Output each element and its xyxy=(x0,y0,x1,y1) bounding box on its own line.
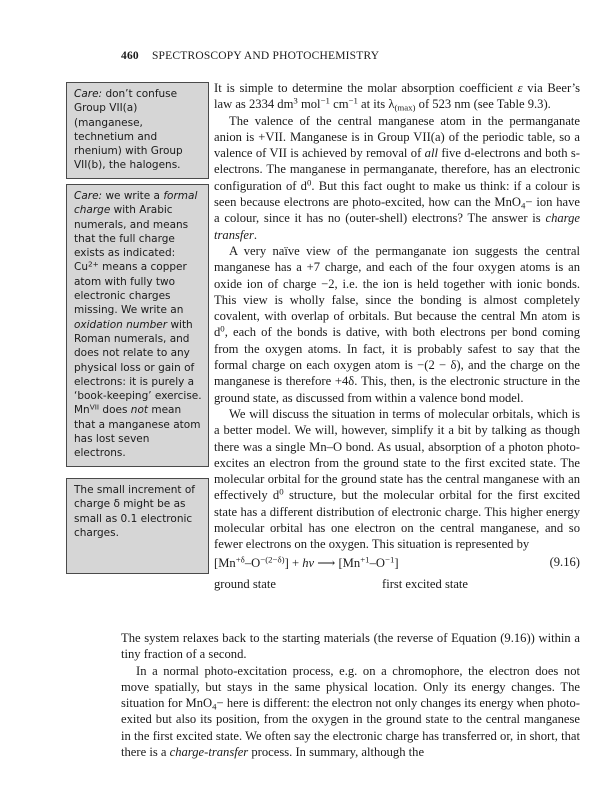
margin-note-care-charge: Care: we write a formal charge with Arabic numerals, and means that the full charge exists as indicated: $Cu^{2+}$ means a copper atom with fully two electronic charges missing. We write an oxidation number with Roman numerals, and does not relate to any physical loss or gain of electrons: it is purely a ‘book-keeping’ exercise. $Mn^{VII}$ does not mean that a manganese atom has lost seven electrons. xyxy=(66,184,209,467)
equation-formula: $[Mn^{+\delta}-O^{-(2-\delta)}] + h\nu$ ⟶ $[Mn^{+1}-O^{-1}]$ xyxy=(214,554,399,570)
care-label: Care: xyxy=(74,190,103,202)
paragraph: The system relaxes back to the starting materials (the reverse of Equation (9.16)) within a tiny fraction of a second. xyxy=(121,631,580,662)
paragraph: A very naïve view of the permanganate ion suggests the central manganese has a +7 charge, and each of the four oxygen atoms is an oxide ion of charge −2, i.e. the ion is held together with ionic bonds. This view is wholly false, since the bonding is almost completely covalent, with overlap of orbitals. But because the central Mn atom is $d^0$, each of the bonds is dative, with both electrons per bond coming from the oxygen atoms. In fact, it is probably safest to say that the formal charge on each oxygen atom is −(2 − δ), and the charge on the manganese is therefore +4δ. This, then, is the electronic structure in the ground state, as discussed from within a valence bond model. xyxy=(214,243,580,405)
margin-note-text: The small increment of charge δ might be as small as 0.1 electronic charges. xyxy=(74,484,195,539)
term-charge-transfer-process: charge-transfer xyxy=(169,745,249,760)
paragraph: It is simple to determine the molar absorption coefficient ε via Beer’s law as 2334 $dm^3$ mol$^{-1}$ $cm^{-1}$ at its $\lambda_{(max)}$ of 523 nm (see Table 9.3). xyxy=(214,81,580,113)
label-ground-state: ground state xyxy=(214,577,276,591)
label-first-excited-state: first excited state xyxy=(382,577,469,591)
margin-note-delta xyxy=(66,478,209,574)
margin-note-text: don’t confuse Group VII(a) (manganese, technetium and rhenium) with Group VII(b), the halogens. xyxy=(74,88,183,172)
margin-note-care-groups xyxy=(66,82,209,179)
equation-number: (9.16) xyxy=(549,555,580,569)
paragraph: The valence of the central manganese atom in the permanganate anion is +VII. Manganese is in Group VII(a) of the periodic table, so a valence of VII is achieved by removal of all five d-electrons and both s-electrons. The manganese in permanganate, therefore, has an electronic configuration of $d^0$. But this fact ought to make us think: if a colour is seen because electrons are photo-excited, how can the MnO$_4$− ion have a colour, since it has no (outer-shell) electrons? The answer is charge transfer. xyxy=(214,113,580,242)
paragraph: In a normal photo-excitation process, e.g. on a chromophore, the electron does not move spatially, but stays in the same physical location. Only its energy changes. The situation for MnO$_4$− here is different: the electron not only changes its energy when photo-exited but also its position, from the oxygen in the ground state to the central manganese in the first excited state. We often say the electronic charge has transferred or, in short, that there is a charge-transfer process. In summary, although the xyxy=(121,663,580,760)
main-text-column xyxy=(214,80,580,553)
page-number: 460 xyxy=(121,50,139,62)
term-charge-transfer: charge transfer xyxy=(214,211,580,242)
emphasis-not: not xyxy=(130,404,148,417)
full-width-text xyxy=(121,630,580,760)
running-title: SPECTROSCOPY AND PHOTOCHEMISTRY xyxy=(151,50,380,62)
term-formal-charge: formal charge xyxy=(74,190,198,217)
running-header xyxy=(121,50,379,62)
equation-9-16 xyxy=(214,555,580,595)
paragraph: We will discuss the situation in terms of molecular orbitals, which is a better model. We will, however, simplify it a bit by talking as though there was a single Mn–O bond. As usual, absorption of a photon photo-excites an electron from the ground state to the first excited state. The molecular orbital for the ground state has the central manganese with an effectively $d^0$ structure, but the molecular orbital for the first excited state has a different distribution of electronic charge. This higher energy molecular orbital has one electron on the central manganese, and so fewer electrons on the oxygen. This situation is represented by xyxy=(214,406,580,552)
care-label: Care: xyxy=(74,88,103,100)
term-oxidation-number: oxidation number xyxy=(74,318,168,331)
